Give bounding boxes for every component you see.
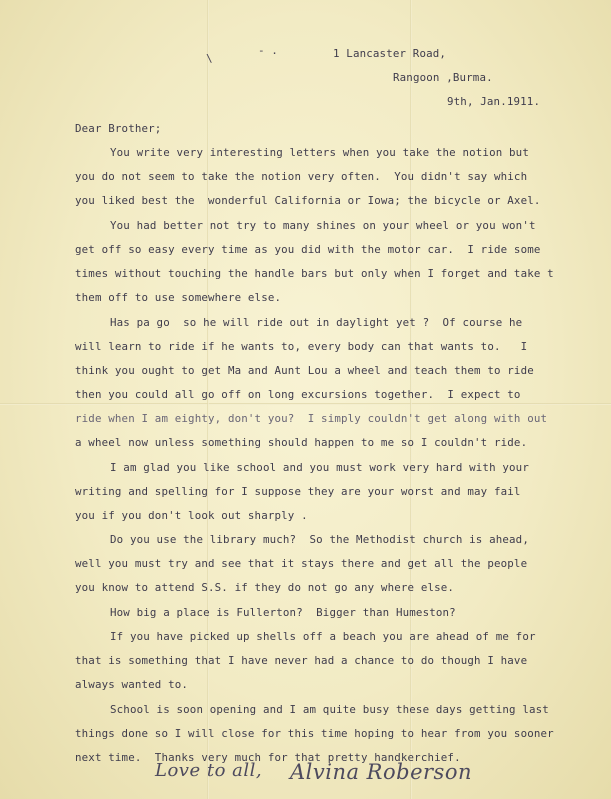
signature-handwritten: Alvina Roberson bbox=[290, 760, 472, 784]
body-line: things done so I will close for this time hoping to hear from you sooner bbox=[75, 727, 554, 740]
body-line: you liked best the wonderful California or Iowa; the bicycle or Axel. bbox=[75, 194, 541, 207]
body-line: You write very interesting letters when you take the notion but bbox=[110, 146, 529, 159]
body-line: will learn to ride if he wants to, every body can that wants to. I bbox=[75, 340, 528, 353]
address-line-1: 1 Lancaster Road, bbox=[333, 47, 447, 60]
body-line-faded: ride when I am eighty, don't you? I simply couldn't get along with out bbox=[75, 412, 548, 425]
body-line: You had better not try to many shines on your wheel or you won't bbox=[110, 219, 536, 232]
fold-line-horizontal bbox=[0, 403, 611, 405]
body-line: you if you don't look out sharply . bbox=[75, 509, 308, 522]
body-line: next time. Thanks very much for that pretty handkerchief. bbox=[75, 751, 461, 764]
body-line: you know to attend S.S. if they do not go any where else. bbox=[75, 581, 455, 594]
body-line: think you ought to get Ma and Aunt Lou a wheel and teach them to ride bbox=[75, 364, 534, 377]
address-line-2: Rangoon ,Burma. bbox=[393, 71, 493, 84]
body-line: Do you use the library much? So the Methodist church is ahead, bbox=[110, 533, 529, 546]
body-line: that is something that I have never had a chance to do though I have bbox=[75, 654, 528, 667]
ink-mark-dash: - . bbox=[258, 44, 278, 57]
body-line: then you could all go off on long excursions together. I expect to bbox=[75, 388, 521, 401]
body-line: get off so easy every time as you did with the motor car. I ride some bbox=[75, 243, 541, 256]
letter-date: 9th, Jan.1911. bbox=[447, 95, 541, 108]
ink-mark: \ bbox=[206, 52, 213, 65]
body-line: writing and spelling for I suppose they are your worst and may fail bbox=[75, 485, 521, 498]
body-line: well you must try and see that it stays there and get all the people bbox=[75, 557, 528, 570]
body-line: If you have picked up shells off a beach you are ahead of me for bbox=[110, 630, 536, 643]
salutation: Dear Brother; bbox=[75, 122, 162, 135]
body-line: them off to use somewhere else. bbox=[75, 291, 282, 304]
body-line: you do not seem to take the notion very often. You didn't say which bbox=[75, 170, 528, 183]
body-line: times without touching the handle bars but only when I forget and take t bbox=[75, 267, 554, 280]
body-line: I am glad you like school and you must work very hard with your bbox=[110, 461, 529, 474]
body-line: always wanted to. bbox=[75, 678, 189, 691]
closing-handwritten: Love to all, bbox=[155, 760, 263, 781]
body-line: Has pa go so he will ride out in daylight yet ? Of course he bbox=[110, 316, 523, 329]
body-line: How big a place is Fullerton? Bigger than Humeston? bbox=[110, 606, 456, 619]
body-line: a wheel now unless something should happen to me so I couldn't ride. bbox=[75, 436, 528, 449]
body-line: School is soon opening and I am quite busy these days getting last bbox=[110, 703, 549, 716]
